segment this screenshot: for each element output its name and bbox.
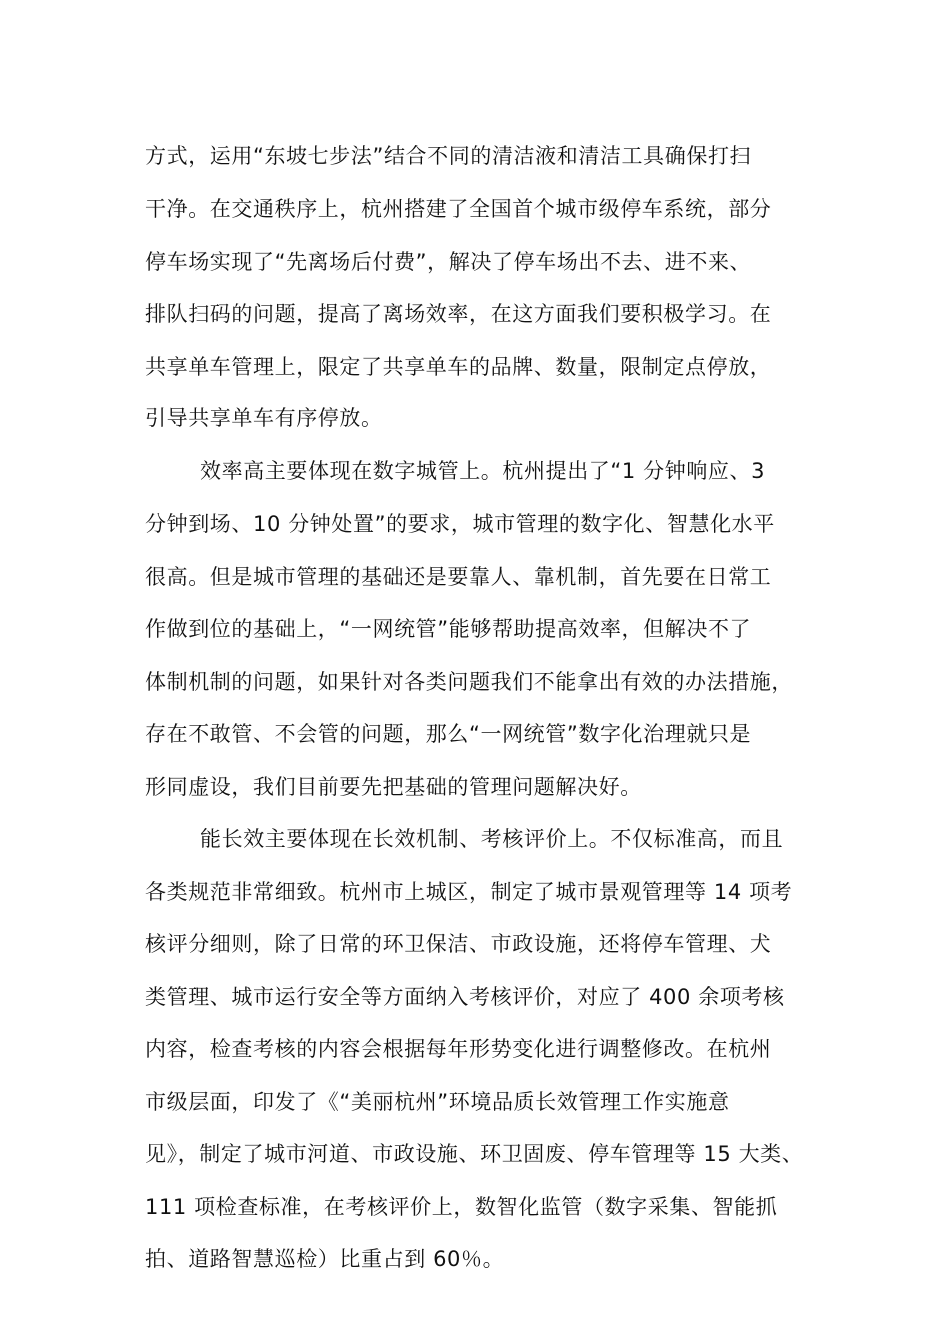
paragraph-3-line-7: 见》，制定了城市河道、市政设施、环卫固废、停车管理等 15 大类、 — [145, 1142, 804, 1166]
paragraph-1-line-4: 排队扫码的问题，提高了离场效率，在这方面我们要积极学习。在 — [145, 302, 772, 326]
paragraph-2-line-4: 作做到位的基础上，“一网统管”能够帮助提高效率，但解决不了 — [145, 617, 752, 641]
paragraph-3-line-9: 拍、道路智慧巡检）比重占到 60％。 — [145, 1247, 505, 1271]
paragraph-3-line-2: 各类规范非常细致。杭州市上城区，制定了城市景观管理等 14 项考 — [145, 880, 793, 904]
paragraph-2-line-2: 分钟到场、10 分钟处置”的要求，城市管理的数字化、智慧化水平 — [145, 512, 775, 536]
paragraph-2-line-1: 效率高主要体现在数字城管上。杭州提出了“1 分钟响应、3 — [200, 459, 766, 483]
paragraph-2-line-3: 很高。但是城市管理的基础还是要靠人、靠机制，首先要在日常工 — [145, 565, 772, 589]
paragraph-1-line-3: 停车场实现了“先离场后付费”，解决了停车场出不去、进不来、 — [145, 250, 752, 274]
paragraph-1-line-5: 共享单车管理上，限定了共享单车的品牌、数量，限制定点停放， — [145, 355, 772, 379]
paragraph-3-line-8: 111 项检查标准，在考核评价上，数智化监管（数字采集、智能抓 — [145, 1195, 778, 1219]
paragraph-2-line-6: 存在不敢管、不会管的问题，那么“一网统管”数字化治理就只是 — [145, 722, 752, 746]
paragraph-1-line-2: 干净。在交通秩序上，杭州搭建了全国首个城市级停车系统，部分 — [145, 197, 772, 221]
paragraph-3-line-3: 核评分细则，除了日常的环卫保洁、市政设施，还将停车管理、犬 — [145, 932, 772, 956]
paragraph-1-line-1: 方式，运用“东坡七步法”结合不同的清洁液和清洁工具确保打扫 — [145, 144, 752, 168]
paragraph-2-line-7: 形同虚设，我们目前要先把基础的管理问题解决好。 — [145, 775, 642, 799]
paragraph-3-line-1: 能长效主要体现在长效机制、考核评价上。不仅标准高，而且 — [200, 827, 784, 851]
paragraph-3-line-6: 市级层面，印发了《“美丽杭州”环境品质长效管理工作实施意 — [145, 1090, 730, 1114]
paragraph-3-line-5: 内容，检查考核的内容会根据每年形势变化进行调整修改。在杭州 — [145, 1037, 772, 1061]
paragraph-2-line-5: 体制机制的问题，如果针对各类问题我们不能拿出有效的办法措施， — [145, 670, 793, 694]
paragraph-3-line-4: 类管理、城市运行安全等方面纳入考核评价，对应了 400 余项考核 — [145, 985, 785, 1009]
paragraph-1-line-6: 引导共享单车有序停放。 — [145, 406, 383, 430]
